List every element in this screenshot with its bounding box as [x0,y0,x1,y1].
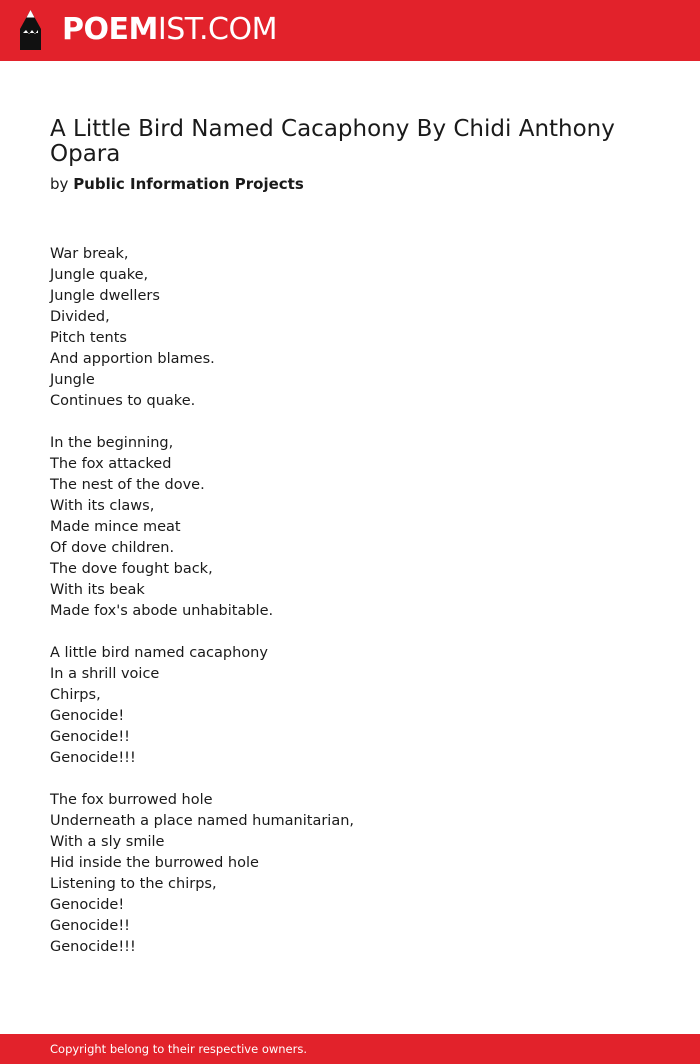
copyright-notice: Copyright belong to their respective owners. [50,1042,308,1056]
site-footer [0,1034,700,1064]
poem-line: Genocide!! [50,729,130,745]
byline-prefix: by [50,175,69,193]
poem-line: In the beginning, [50,435,174,451]
poem-line: Genocide! [50,897,125,913]
poem-line: Chirps, [50,687,101,703]
poem-line: Divided, [50,309,110,325]
poem-line: Genocide!! [50,918,130,934]
poem-line: Made mince meat [50,519,181,535]
poem-stanza [50,244,650,412]
poem-line: Genocide!!! [50,939,136,955]
poem-title: A Little Bird Named Cacaphony By Chidi Anthony Opara [50,116,615,167]
site-header [0,0,700,61]
poem-line: And apportion blames. [50,351,215,367]
poem-line: With its claws, [50,498,155,514]
poem-line: In a shrill voice [50,666,160,682]
byline [50,174,304,194]
poem-line: Made fox's abode unhabitable. [50,603,274,619]
poem-line: With a sly smile [50,834,165,850]
poem-line: Underneath a place named humanitarian, [50,813,355,829]
logo-light-text: IST.COM [157,12,277,47]
poem-stanza [50,433,650,622]
poem-line: Genocide!!! [50,750,136,766]
poem-line: Of dove children. [50,540,175,556]
poem-line: Continues to quake. [50,393,196,409]
poem-line: Listening to the chirps, [50,876,217,892]
author-name: Public Information Projects [73,175,304,193]
poem-line: Jungle [50,372,95,388]
poem-line: A little bird named cacaphony [50,645,268,661]
poem-line: Hid inside the burrowed hole [50,855,259,871]
poem-line: War break, [50,246,129,262]
poem-line: Genocide! [50,708,125,724]
pencil-logo-icon [17,9,44,52]
poem-body [50,244,650,979]
poem-line: The nest of the dove. [50,477,205,493]
poem-line: The fox burrowed hole [50,792,213,808]
poem-line: Jungle dwellers [50,288,160,304]
poem-line: With its beak [50,582,145,598]
site-logo[interactable] [62,12,277,48]
poem-line: Jungle quake, [50,267,149,283]
poem-line: The dove fought back, [50,561,213,577]
poem-line: Pitch tents [50,330,127,346]
poem-stanza [50,643,650,769]
logo-bold-text: POEM [62,12,158,47]
poem-line: The fox attacked [50,456,172,472]
poem-stanza [50,790,650,958]
